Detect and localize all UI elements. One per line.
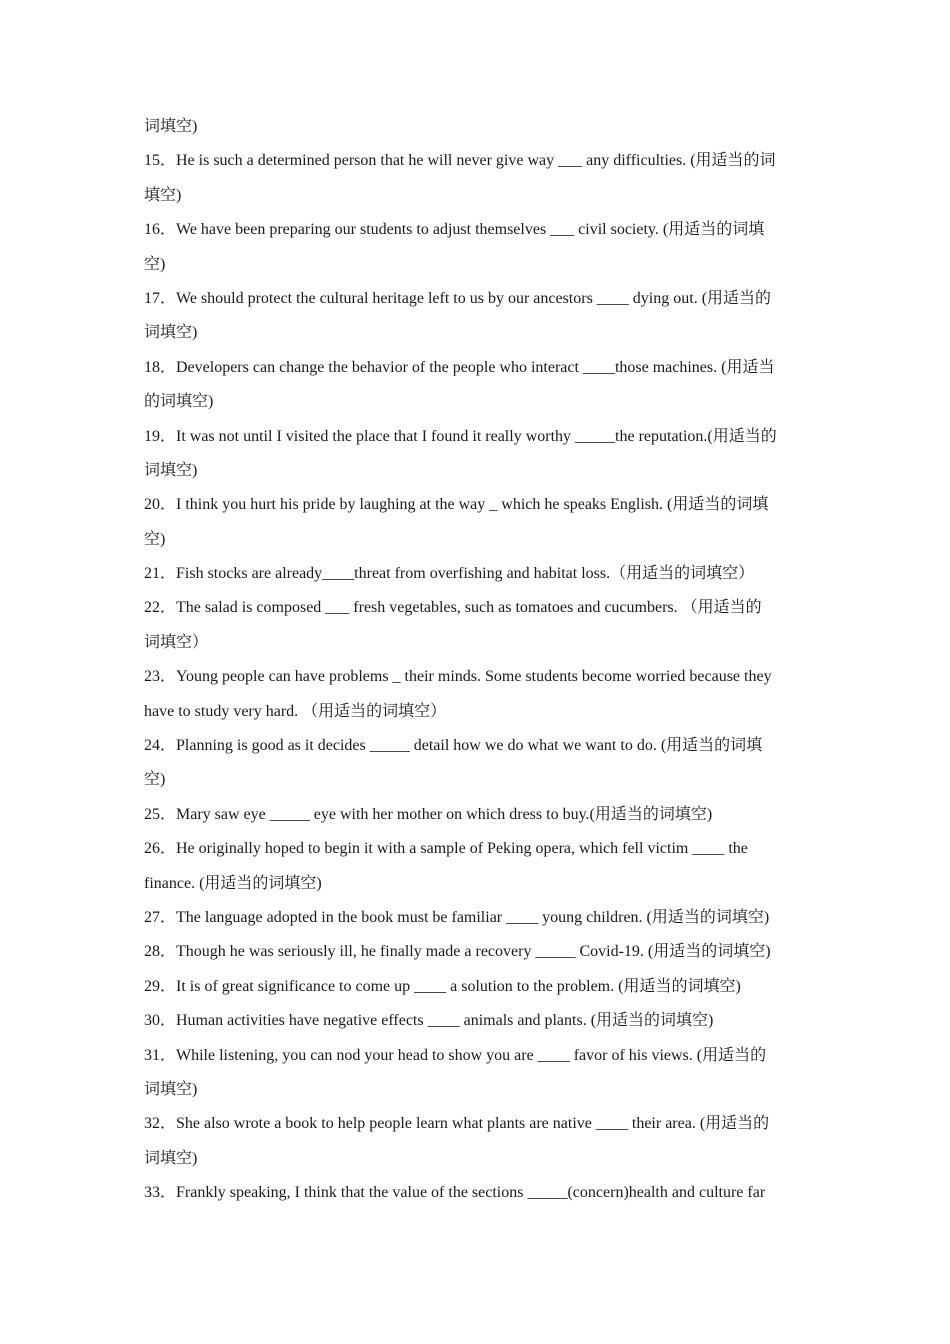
text-line: 空) [144, 530, 166, 548]
text-line: have to study very hard. （用适当的词填空） [144, 702, 447, 720]
question-24: 24．Planning is good as it decides _____ detail how we do what we want to do. (用适当的词填 [144, 737, 763, 755]
question-15: 15．He is such a determined person that he will never give way ___ any difficulties. (用适当的词 [144, 152, 776, 170]
question-27: 27．The language adopted in the book must be familiar ____ young children. (用适当的词填空) [144, 908, 770, 926]
question-19: 19．It was not until I visited the place that I found it really worthy _____the reputation.(用适当的 [144, 427, 777, 445]
text-line: 词填空) [144, 1080, 198, 1098]
question-30: 30．Human activities have negative effects ____ animals and plants. (用适当的词填空) [144, 1012, 714, 1030]
question-31: 31．While listening, you can nod your head to show you are ____ favor of his views. (用适当的 [144, 1046, 767, 1064]
question-17: 17．We should protect the cultural heritage left to us by our ancestors ____ dying out. (用适当的 [144, 289, 772, 307]
question-33: 33．Frankly speaking, I think that the value of the sections _____(concern)health and culture far [144, 1184, 766, 1202]
text-line: finance. (用适当的词填空) [144, 874, 322, 892]
question-18: 18．Developers can change the behavior of the people who interact ____those machines. (用适当 [144, 358, 775, 376]
text-line: 词填空) [144, 324, 198, 342]
question-26: 26．He originally hoped to begin it with a sample of Peking opera, which fell victim ____ the [144, 840, 748, 858]
question-23: 23．Young people can have problems _ their minds. Some students become worried because they [144, 668, 772, 686]
exercise-text [144, 110, 808, 1211]
question-20: 20．I think you hurt his pride by laughing at the way _ which he speaks English. (用适当的词填 [144, 496, 769, 514]
text-line: 词填空) [144, 461, 198, 479]
text-line: 词填空) [144, 1149, 198, 1167]
question-16: 16．We have been preparing our students to adjust themselves ___ civil society. (用适当的词填 [144, 221, 765, 239]
text-line: 词填空) [144, 118, 198, 135]
question-32: 32．She also wrote a book to help people learn what plants are native ____ their area. (用适当的 [144, 1115, 770, 1133]
text-line: 空) [144, 771, 166, 789]
question-28: 28．Though he was seriously ill, he finally made a recovery _____ Covid-19. (用适当的词填空) [144, 943, 771, 961]
question-29: 29．It is of great significance to come up ____ a solution to the problem. (用适当的词填空) [144, 977, 741, 995]
question-25: 25．Mary saw eye _____ eye with her mother on which dress to buy.(用适当的词填空) [144, 805, 713, 823]
question-21: 21．Fish stocks are already____threat from overfishing and habitat loss.（用适当的词填空） [144, 565, 755, 583]
text-line: 词填空） [144, 633, 209, 651]
text-line: 空) [144, 255, 166, 273]
text-line: 的词填空) [144, 393, 214, 411]
question-22: 22．The salad is composed ___ fresh vegetables, such as tomatoes and cucumbers. （用适当的 [144, 599, 762, 617]
text-line: 填空) [144, 186, 182, 204]
